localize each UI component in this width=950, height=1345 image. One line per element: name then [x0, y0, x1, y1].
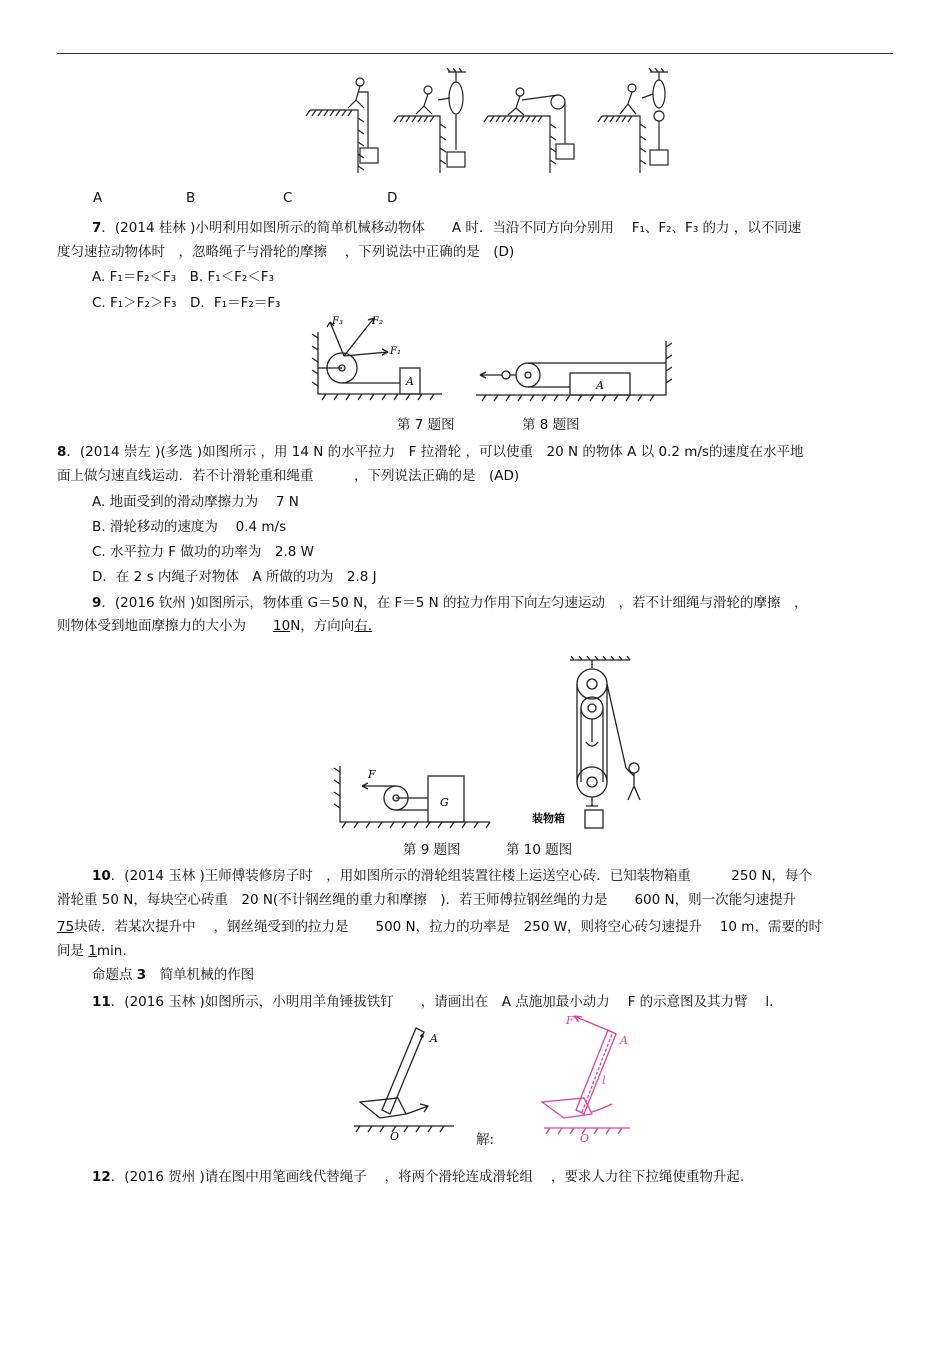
q8-option-a: A. 地面受到的滑动摩擦力为 7 N: [92, 494, 299, 510]
q10-answer-bricks: 75: [57, 919, 75, 935]
header-rule: [57, 53, 893, 54]
fig-label-d: D: [387, 190, 398, 206]
top-figures: [300, 68, 680, 178]
q8-line2: 面上做匀速直线运动．若不计滑轮重和绳重 ，下列说法正确的是 (AD): [57, 468, 520, 484]
q9-line2: 则物体受到地面摩擦力的大小为 10N，方向向右.: [57, 618, 373, 634]
q10-answer-time: 1: [88, 943, 97, 959]
q7-options-cd: C. F₁＞F₂＞F₃ D．F₁＝F₂＝F₃: [92, 295, 281, 311]
fig9-g-label: G: [440, 796, 449, 809]
q8-number: 8: [57, 444, 67, 460]
q9-answer-magnitude: 10: [273, 618, 291, 634]
topic-heading: 命题点 3 简单机械的作图: [92, 967, 255, 983]
fig7-f2-label: F₂: [372, 316, 383, 327]
fig-label-c: C: [283, 190, 293, 206]
q11-line1: 11．(2016 玉林 )如图所示，小明用羊角锤拔铁钉 ，请画出在 A 点施加最小动力 F 的示意图及其力臂 l.: [92, 994, 774, 1010]
fig11-o-label: O: [390, 1130, 400, 1142]
q7-options-ab: A. F₁＝F₂＜F₃ B. F₁＜F₂＜F₃: [92, 269, 274, 285]
fig-label-a: A: [93, 190, 103, 206]
figure-8: [472, 335, 672, 403]
fig10-caption: 第 10 题图: [506, 842, 573, 858]
figure-10: [530, 656, 660, 832]
fig11-sol-a-label: A: [620, 1034, 628, 1047]
figure-11-hammer: [350, 1022, 460, 1142]
fig7-f1-label: F₁: [390, 346, 401, 357]
q12-number: 12: [92, 1169, 111, 1185]
q8-option-c: C. 水平拉力 F 做功的功率为 2.8 W: [92, 544, 314, 560]
fig8-caption: 第 8 题图: [522, 417, 580, 433]
q11-solution-label: 解:: [476, 1132, 495, 1148]
fig9-f-label: F: [368, 768, 376, 781]
q8-option-b: B. 滑轮移动的速度为 0.4 m/s: [92, 519, 287, 535]
q7-line1: 7．(2014 桂林 )小明利用如图所示的简单机械移动物体 A 时．当沿不同方向分别用 F₁、F₂、F₃ 的力 ，以不同速: [92, 220, 802, 236]
q10-line3: 75块砖．若某次提升中 ，钢丝绳受到的拉力是 500 N，拉力的功率是 250 W，则将空心砖匀速提升 10 m，需要的时: [57, 919, 822, 935]
fig7-a-label: A: [406, 375, 414, 388]
fig-label-b: B: [186, 190, 196, 206]
q9-number: 9: [92, 595, 102, 611]
figure-9: [332, 762, 494, 832]
fig11-sol-o-label: O: [580, 1132, 590, 1144]
q8-option-d: D．在 2 s 内绳子对物体 A 所做的功为 2.8 J: [92, 569, 377, 585]
fig11-sol-f-label: F: [566, 1014, 574, 1027]
q9-line1: 9．(2016 钦州 )如图所示，物体重 G＝50 N，在 F＝5 N 的拉力作用下向左匀速运动 ，若不计细绳与滑轮的摩擦 ，: [92, 595, 808, 611]
figure-11-solution: [536, 1012, 636, 1144]
fig8-a-label: A: [596, 379, 604, 392]
figure-7: [308, 312, 448, 402]
fig10-box-label: 装物箱: [532, 812, 565, 825]
q9-answer-direction: 右.: [354, 618, 373, 634]
q10-line1: 10．(2014 玉林 )王师傅装修房子时 ，用如图所示的滑轮组装置往楼上运送空心砖．已知装物箱重 250 N，每个: [92, 868, 812, 884]
q10-line2: 滑轮重 50 N，每块空心砖重 20 N(不计钢丝绳的重力和摩擦 )．若王师傅拉钢丝绳的力是 600 N，则一次能匀速提升: [57, 892, 797, 908]
q11-number: 11: [92, 994, 111, 1010]
fig7-f3-label: F₃: [332, 316, 343, 327]
fig11-sol-l-label: l: [602, 1074, 606, 1087]
q7-number: 7: [92, 220, 102, 236]
fig11-a-label: A: [430, 1032, 438, 1045]
q10-number: 10: [92, 868, 111, 884]
fig9-caption: 第 9 题图: [403, 842, 461, 858]
q7-line2: 度匀速拉动物体时 ，忽略绳子与滑轮的摩擦 ，下列说法中正确的是 (D): [57, 244, 515, 260]
q12-line1: 12．(2016 贺州 )请在图中用笔画线代替绳子 ，将两个滑轮连成滑轮组 ，要求人力往下拉绳使重物升起.: [92, 1169, 745, 1185]
fig7-caption: 第 7 题图: [397, 417, 455, 433]
q8-line1: 8．(2014 崇左 )(多选 )如图所示 ，用 14 N 的水平拉力 F 拉滑轮 ，可以使重 20 N 的物体 A 以 0.2 m/s的速度在水平地: [57, 444, 804, 460]
q10-line4: 间是 1min.: [57, 943, 127, 959]
